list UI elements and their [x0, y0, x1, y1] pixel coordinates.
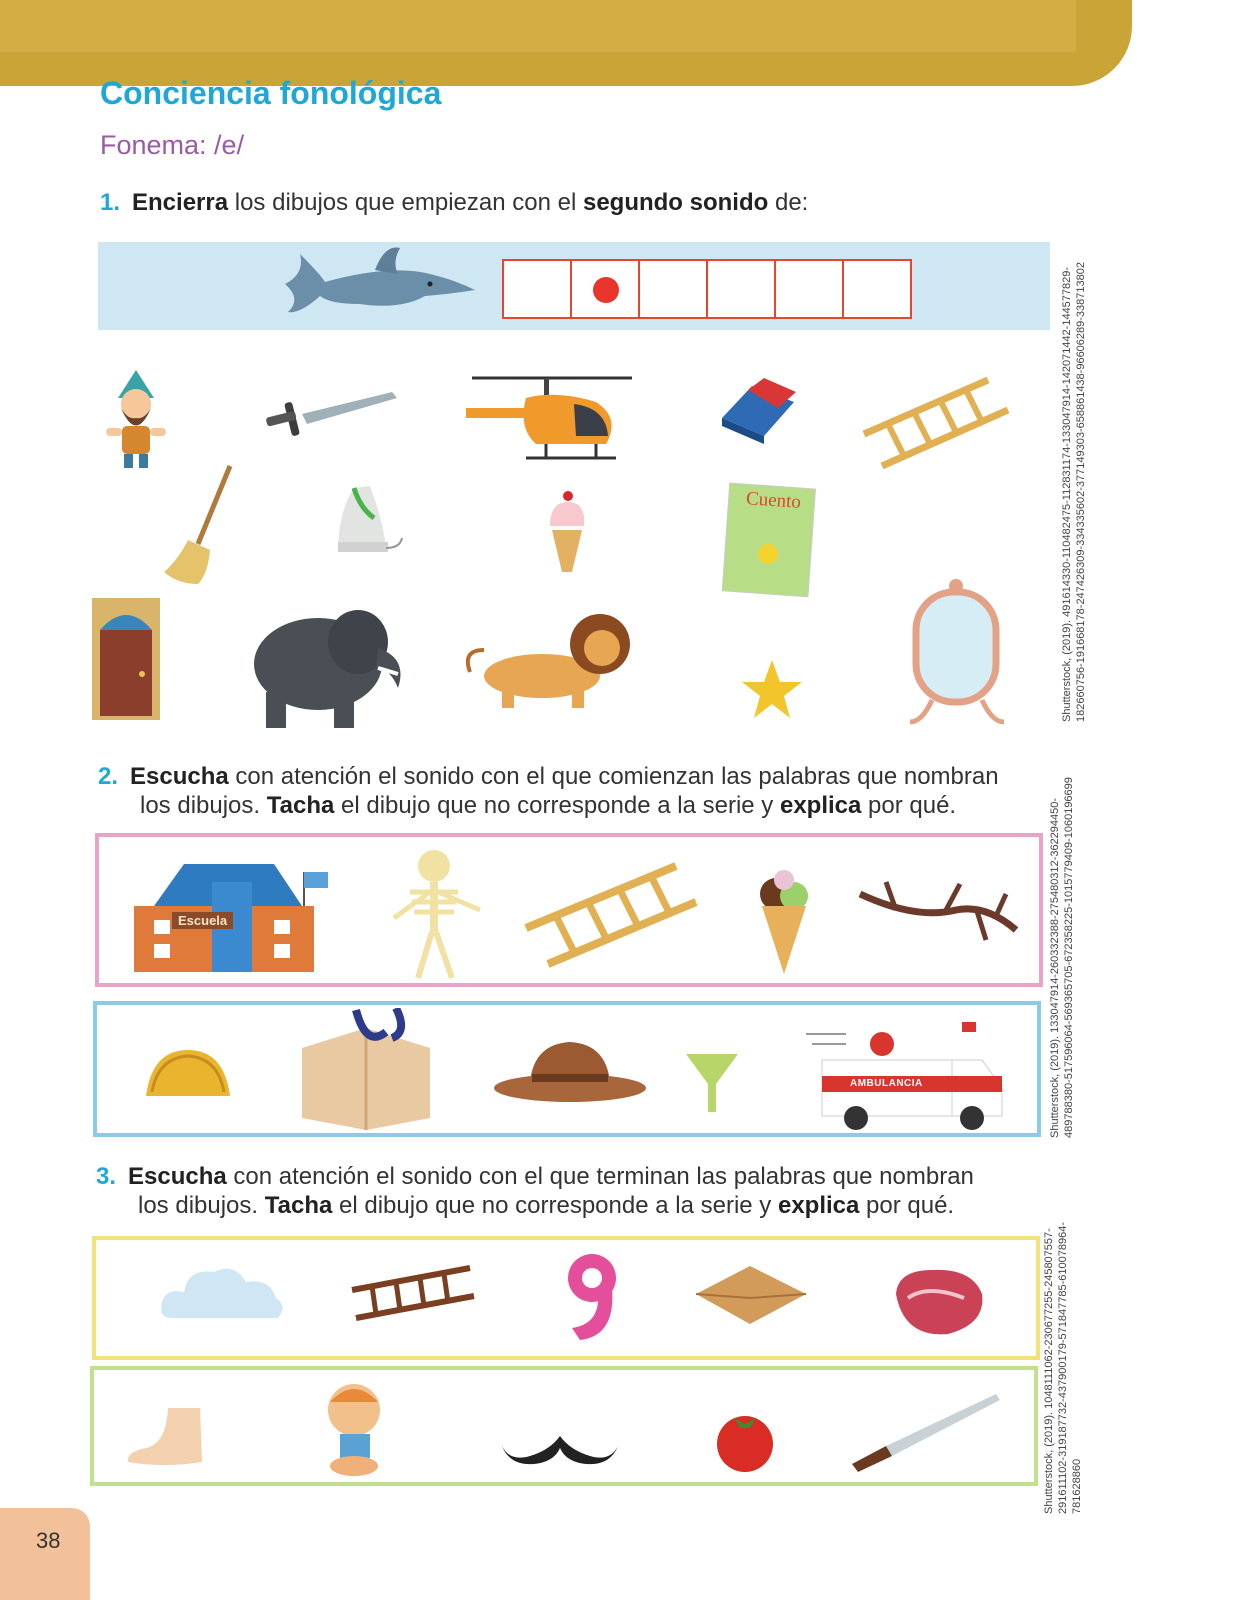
dolphin-icon: [280, 244, 480, 324]
question-text: el dibujo que no corresponde a la serie y: [332, 1192, 778, 1219]
question-verb: Tacha: [266, 792, 335, 819]
box-icon: [296, 1008, 436, 1132]
question-verb: explica: [779, 792, 862, 819]
credit-line: 182660756-191668178-247426309-334335602-377149303-658861438-96606289-338713802: [1075, 262, 1087, 722]
ice-cream-cone-icon: [754, 870, 814, 976]
credit-line: Shutterstock, (2019). 491614330-110482475-112831174-133047914-142071442-144577829-: [1061, 266, 1073, 722]
ladder-icon: [858, 374, 1014, 474]
branch-icon: [856, 880, 1022, 960]
question-number: 1.: [100, 189, 121, 216]
ice-cream-icon: [542, 490, 592, 576]
empanada-icon: [142, 1046, 232, 1100]
question-number: 2.: [98, 763, 119, 790]
question-verb: Tacha: [264, 1192, 333, 1219]
question-text: los dibujos.: [138, 1192, 265, 1219]
question-2: [98, 762, 999, 820]
question-text: con atención el sonido con el que terminan las palabras que nombran: [226, 1163, 974, 1190]
sound-box: [776, 261, 844, 317]
question-number: 3.: [96, 1163, 117, 1190]
question-text: por qué.: [861, 792, 957, 819]
question-3: [96, 1162, 974, 1220]
page-subtitle: Fonema: /e/: [100, 130, 245, 160]
page-number-tab: [0, 1508, 90, 1600]
sound-box: [572, 261, 640, 317]
credit-line: Shutterstock, (2019). 133047914-260332388-275480312-362294450-: [1049, 797, 1061, 1138]
cloud-icon: [158, 1262, 288, 1326]
funnel-icon: [684, 1050, 740, 1114]
hat-icon: [490, 1036, 650, 1106]
broom-icon: [158, 464, 238, 588]
question-text: de:: [768, 189, 809, 216]
dwarf-icon: [96, 368, 176, 478]
question-verb: Encierra: [132, 189, 229, 216]
storybook-title: Cuento: [745, 488, 802, 513]
mirror-icon: [902, 576, 1012, 726]
question-text: con atención el sonido con el que comienzan las palabras que nombran: [228, 763, 999, 790]
image-credits: [1048, 777, 1076, 1138]
marker-dot: [593, 277, 619, 303]
ladder-icon: [350, 1264, 476, 1324]
ambulance-label: AMBULANCIA: [850, 1078, 923, 1089]
number-nine-icon: [560, 1248, 624, 1344]
question-text: los dibujos que empiezan con el: [228, 189, 583, 216]
eraser-icon: [718, 378, 798, 446]
knife-icon: [846, 1390, 1002, 1474]
iron-icon: [330, 478, 410, 558]
tomato-icon: [712, 1404, 778, 1474]
question-text: el dibujo que no corresponde a la serie y: [334, 792, 780, 819]
question-text: por qué.: [859, 1192, 955, 1219]
elephant-icon: [238, 598, 408, 732]
helicopter-icon: [456, 368, 636, 468]
credit-line: 781628860: [1071, 1458, 1083, 1514]
foot-icon: [124, 1406, 210, 1470]
sword-icon: [262, 384, 402, 444]
sound-box: [640, 261, 708, 317]
mustache-icon: [500, 1424, 620, 1468]
image-credits: [1042, 1222, 1084, 1514]
question-verb: explica: [777, 1192, 860, 1219]
ladder-icon: [520, 860, 700, 970]
school-sign: Escuela: [172, 912, 233, 929]
baby-icon: [322, 1380, 388, 1480]
ambulance-icon: [806, 1014, 1018, 1132]
skeleton-icon: [374, 848, 494, 982]
envelope-icon: [692, 1262, 810, 1328]
credit-line: 291611102-319187732-437900179-571847785-610078964-: [1057, 1222, 1069, 1514]
image-credits: [1060, 262, 1088, 722]
credit-line: 489788380-517596064-569365705-672358225-1015779409-1060196699: [1063, 777, 1075, 1138]
top-bar-inner: [0, 0, 1076, 52]
question-text: los dibujos.: [140, 792, 267, 819]
lion-icon: [462, 610, 642, 710]
page-title: Conciencia fonológica: [100, 75, 442, 111]
door-icon: [90, 596, 162, 722]
star-icon: [740, 658, 804, 720]
sound-box: [504, 261, 572, 317]
question-verb: Escucha: [128, 1163, 227, 1190]
sound-boxes: [502, 259, 912, 319]
sound-box: [708, 261, 776, 317]
top-bar: [0, 0, 1132, 86]
credit-line: Shutterstock, (2019). 1048111062-230677255-245807557-: [1043, 1228, 1055, 1514]
sound-box: [844, 261, 910, 317]
question-1: [100, 188, 808, 217]
question-verb: Escucha: [130, 763, 229, 790]
meat-icon: [888, 1264, 988, 1340]
page-number: 38: [36, 1528, 61, 1553]
question-bold: segundo sonido: [582, 189, 769, 216]
